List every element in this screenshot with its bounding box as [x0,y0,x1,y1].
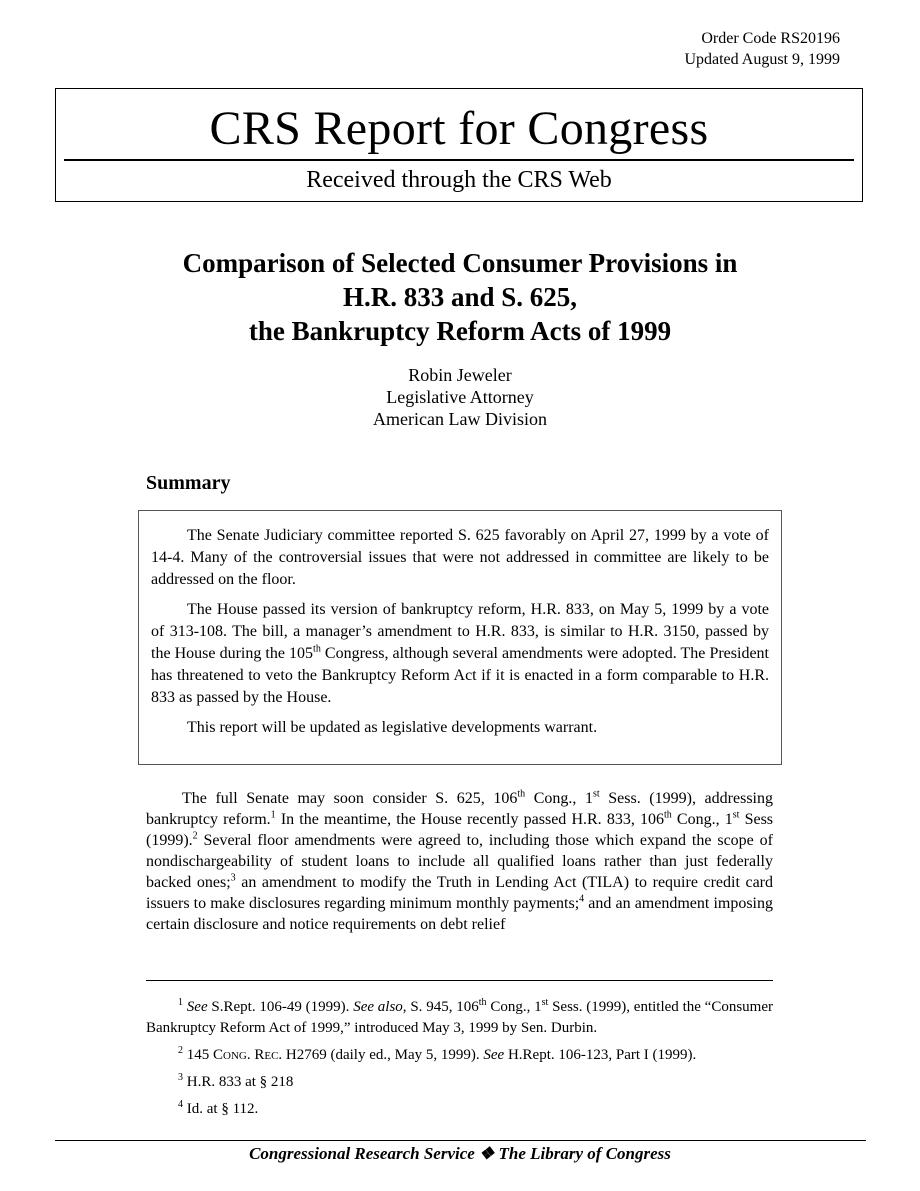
footer-text: Congressional Research Service ❖ The Library of Congress [249,1144,671,1163]
banner-title: CRS Report for Congress [209,102,709,155]
banner-subtitle: Received through the CRS Web [306,167,612,193]
crs-banner [55,88,863,202]
order-code-block [684,28,840,70]
banner-rule [64,159,854,161]
footnotes [146,997,773,1126]
summary-paragraph-2: The House passed its version of bankruptcy reform, H.R. 833, on May 5, 1999 by a vote of 313-108. The bill, a manager’s amendment to H.R. 833, is similar to H.R. 3150, passed by the House during the 105th Congress, although several amendments were adopted. The President has threatened to veto the Bankruptcy Reform Act if it is enacted in a form comparable to H.R. 833 as passed by the House. [151,601,769,706]
author-division: American Law Division [373,409,547,429]
footnote-divider [146,980,773,981]
footnote-3: $^3$ H.R. 833 at § 218 [178,1072,294,1090]
body-text [146,788,773,935]
summary-paragraph-3: This report will be updated as legislative developments warrant. [187,719,598,736]
footnote-4: $^4$ Id. at § 112. [178,1099,259,1117]
summary-box [138,510,782,765]
summary-paragraph-1: The Senate Judiciary committee reported S. 625 favorably on April 27, 1999 by a vote of 14-4. Many of the controversial issues that were not addressed in committee are likely to be addressed on the floor. [151,527,769,588]
title-line-3: the Bankruptcy Reform Acts of 1999 [248,316,672,346]
footer-rule [55,1140,866,1141]
footnote-ref-2: 2 [192,830,198,842]
summary-heading: Summary [146,472,231,494]
author-title: Legislative Attorney [386,387,534,407]
updated-date: Updated August 9, 1999 [684,51,840,68]
footnote-1: $^1$ See S.Rept. 106-49 (1999). See also, S. 945, 106th Cong., 1st Sess. (1999), entitled the “Consumer Bankruptcy Reform Act of 1999,” introduced May 3, 1999 by Sen. Durbin. [146,997,774,1036]
title-line-2: H.R. 833 and S. 625, [342,282,578,312]
footnote-ref-1: 1 [270,809,276,821]
author-name: Robin Jeweler [408,365,512,385]
footnote-2: $^2$ 145 Cong. Rec. H2769 (daily ed., May 5, 1999). See H.Rept. 106-123, Part I (1999). [178,1045,697,1063]
report-title [80,246,840,348]
title-line-1: Comparison of Selected Consumer Provisions in [182,248,738,278]
author-block [0,364,920,430]
footnote-ref-4: 4 [579,893,585,905]
footnote-ref-3: 3 [230,872,236,884]
body-paragraph: The full Senate may soon consider S. 625, 106th Cong., 1st Sess. (1999), addressing bankruptcy reform.$^1$ In the meantime, the House recently passed H.R. 833, 106th Cong., 1st Sess (1999).$^2$ Several floor amendments were agreed to, including those which expand the scope of nondischargeability of student loans to include all qualified loans rather than just federally backed ones;$^3$ an amendment to modify the Truth in Lending Act (TILA) to require credit card issuers to make disclosures regarding minimum monthly payments;$^4$ and an amendment imposing certain disclosure and notice requirements on debt relief [146,788,774,933]
order-code: Order Code RS20196 [701,30,840,47]
